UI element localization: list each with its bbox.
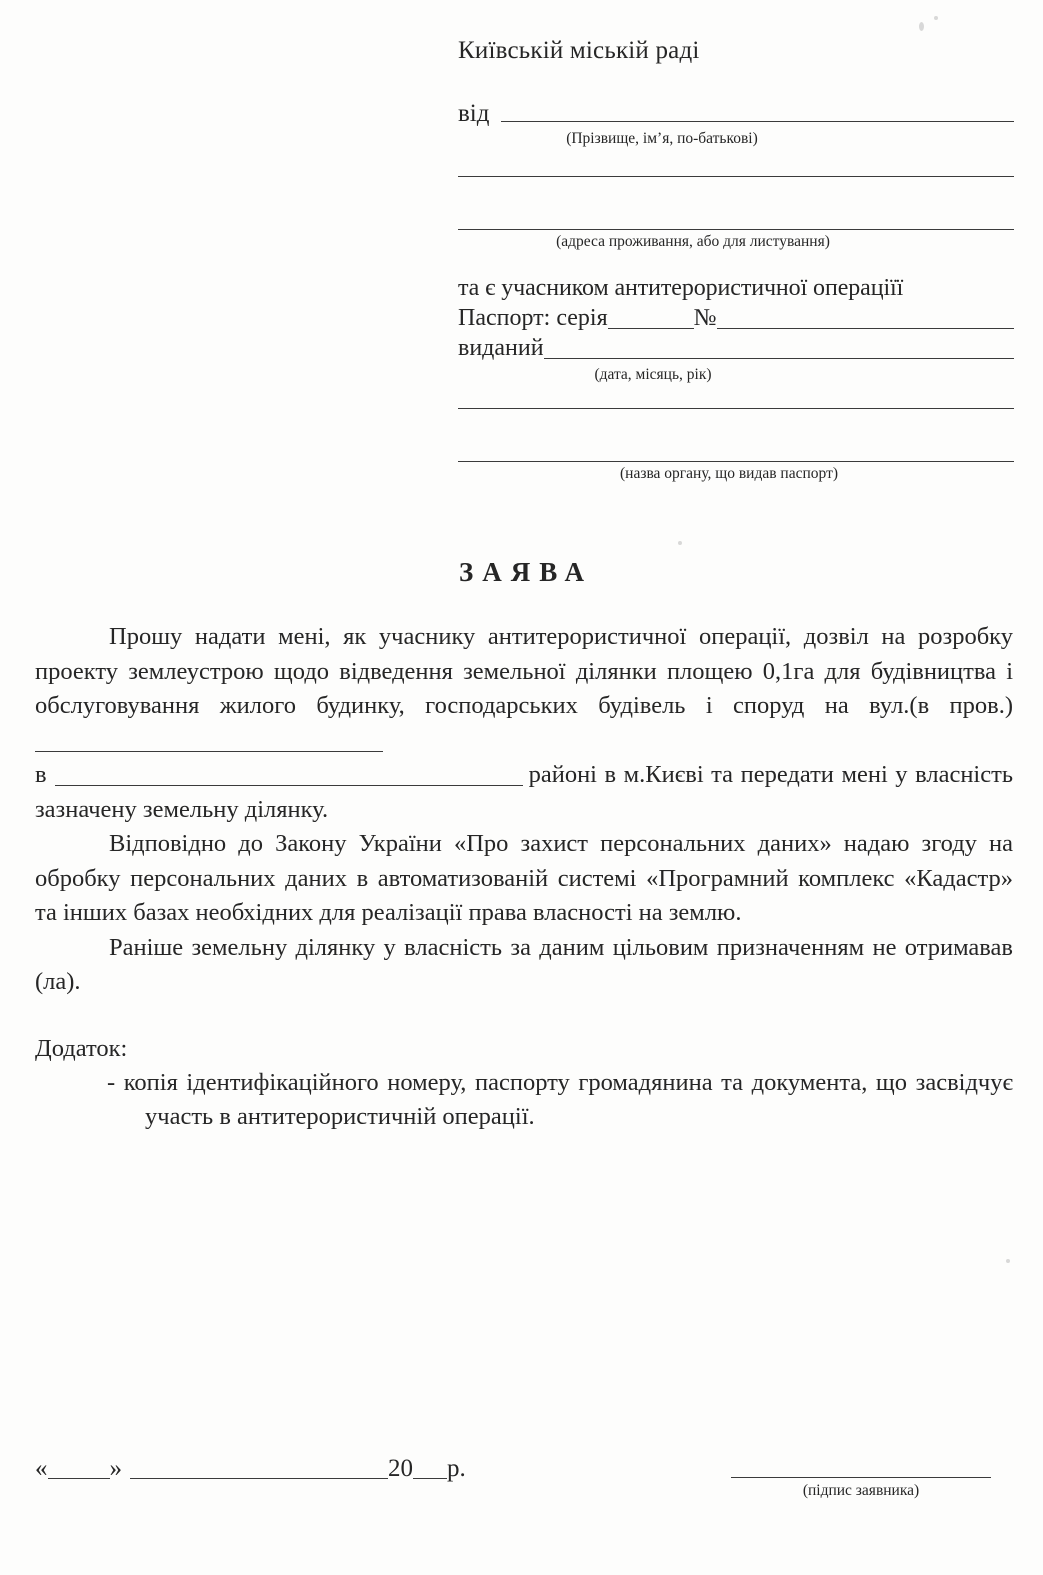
scan-speck <box>678 541 682 545</box>
scan-speck <box>919 22 924 31</box>
caption-fullname: (Прізвище, ім’я, по-батькові) <box>566 130 758 147</box>
signature-block <box>731 1477 991 1500</box>
fullname-input-rule[interactable] <box>501 121 1014 122</box>
page-title: ЗАЯВА <box>458 557 594 587</box>
date-line <box>35 1455 466 1483</box>
issued-date-input[interactable] <box>544 358 1014 359</box>
issued-row <box>458 333 1014 363</box>
addressee-block <box>458 36 1014 483</box>
issuing-body-rule-2[interactable] <box>458 461 1014 462</box>
addendum-item: - копія ідентифікаційного номеру, паспорту громадянина та документа, що засвідчує участь в антитерористичній операції. <box>107 1068 1013 1130</box>
year-suffix: р. <box>447 1455 466 1482</box>
district-input-rule[interactable] <box>55 763 523 786</box>
paragraph-request <box>35 620 1013 758</box>
document-footer <box>35 1455 1013 1555</box>
signature-input-rule[interactable] <box>731 1477 991 1478</box>
paragraph-district-prefix: в <box>35 761 47 788</box>
caption-address: (адреса проживання, або для листування) <box>556 233 830 250</box>
from-label: від <box>458 100 490 127</box>
ato-participant-line: та є учасником антитерористичної операціїї <box>458 275 904 301</box>
paragraph-request-text-1: Прошу надати мені, як учаснику антитерористичної операції, дозвіл на розробку проекту землеустрою щодо відведення земельної ділянки площею 0,1га для будівництва і обслуговування жилого будинку, господарських будівель і споруд на вул.(в пров.) <box>35 623 1013 719</box>
street-input-rule[interactable] <box>35 729 383 752</box>
issued-label: виданий <box>458 335 544 361</box>
addendum-label: Додаток: <box>35 1034 128 1062</box>
addressee-title: Київській міській раді <box>458 37 700 64</box>
caption-issuing-body: (назва органу, що видав паспорт) <box>619 465 839 482</box>
paragraph-no-previous-land: Раніше земельну ділянку у власність за даним цільовим призначенням не отримавав (ла). <box>35 933 1013 995</box>
passport-label: Паспорт: серія <box>458 305 608 331</box>
month-input[interactable] <box>130 1478 388 1479</box>
document-body <box>35 620 1013 1135</box>
scan-speck <box>1006 1259 1010 1263</box>
paragraph-personal-data-consent: Відповідно до Закону України «Про захист персональних даних» надаю згоду на обробку персональних даних в автоматизованій системі «Програмний комплекс «Кадастр» та інших базах необхідних для реалізації права власності на землю. <box>35 830 1013 926</box>
year-input[interactable] <box>413 1478 447 1479</box>
paragraph-district <box>35 758 1013 827</box>
caption-signature: (підпис заявника) <box>802 1482 920 1499</box>
passport-series-input[interactable] <box>608 328 694 329</box>
caption-date: (дата, місяць, рік) <box>594 366 712 383</box>
address-input-rule-2[interactable] <box>458 229 1014 230</box>
year-prefix: 20 <box>388 1455 413 1482</box>
from-row <box>458 101 1014 127</box>
passport-number-input[interactable] <box>717 328 1014 329</box>
passport-row <box>458 303 1014 333</box>
numero-sign: № <box>693 305 717 331</box>
day-input[interactable] <box>48 1478 110 1479</box>
scan-speck <box>934 16 938 20</box>
quote-close: » <box>109 1455 122 1482</box>
paragraph-district-text: районі в м.Києві та передати мені у власність зазначену земельну ділянку. <box>35 761 1013 823</box>
quote-open: « <box>35 1455 48 1482</box>
